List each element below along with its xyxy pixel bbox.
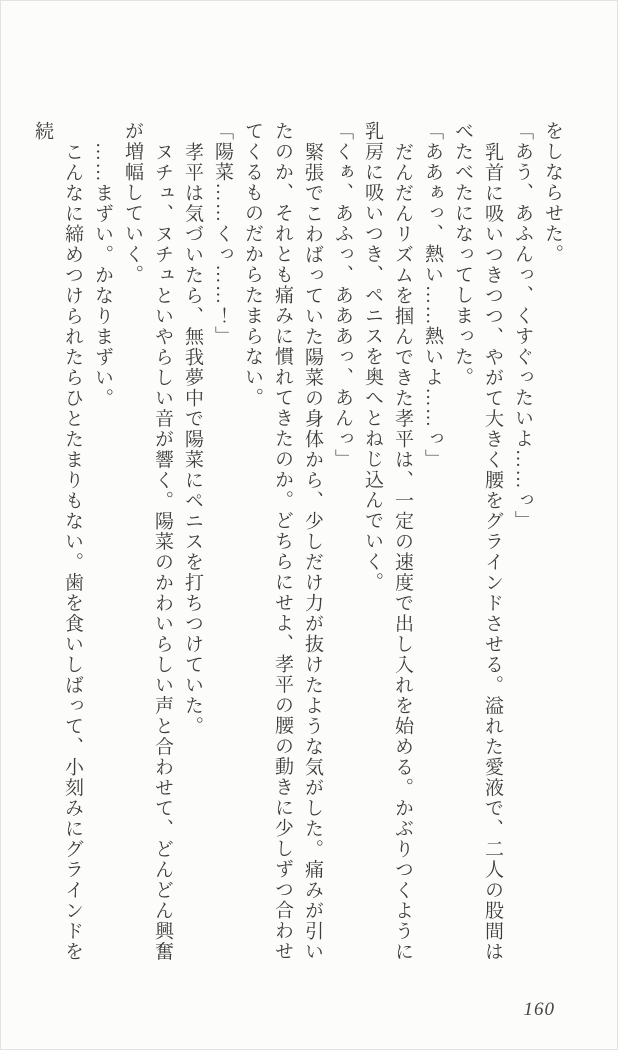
paragraph: こんなに締めつけられたらひとたまりもない。歯を食いしばって、小刻みにグラインドを続: [32, 121, 83, 962]
paragraph: 緊張でこわばっていた陽菜の身体から、少しだけ力が抜けたような気がした。痛みが引いたのか、それとも痛みに慣れてきたのか。どちらにせよ、孝平の腰の動きに少しずつ合わせてくるものだからたまらない。: [242, 121, 323, 962]
vertical-text-block: [27, 121, 567, 969]
paragraph: をしならせた。: [542, 121, 563, 265]
paragraph-dialogue: 「陽菜……くっ……！」: [212, 121, 233, 347]
page-number: 160: [523, 999, 555, 1020]
paragraph: 孝平は気づいたら、無我夢中で陽菜にペニスを打ちつけていた。: [182, 141, 203, 736]
paragraph: ……まずい。かなりまずい。: [92, 141, 113, 408]
paragraph-dialogue: 「ああぁっ、熱い……熱いよ……っ」: [422, 121, 443, 470]
paragraph-dialogue: 「くぁ、あふっ、あああっ、あんっ」: [332, 121, 353, 470]
paragraph: ヌチュ、ヌチュといやらしい音が響く。陽菜のかわいらしい声と合わせて、どんどん興奮が増幅していく。: [122, 121, 173, 962]
paragraph: だんだんリズムを掴んできた孝平は、一定の速度で出し入れを始める。かぶりつくように乳房に吸いつき、ペニスを奥へとねじ込んでいく。: [362, 121, 413, 962]
paragraph-dialogue: 「あう、あふんっ、くすぐったいよ……っ」: [512, 121, 533, 531]
paragraph: 乳首に吸いつきつつ、やがて大きく腰をグラインドさせる。溢れた愛液で、二人の股間はべたべたになってしまった。: [452, 121, 503, 962]
